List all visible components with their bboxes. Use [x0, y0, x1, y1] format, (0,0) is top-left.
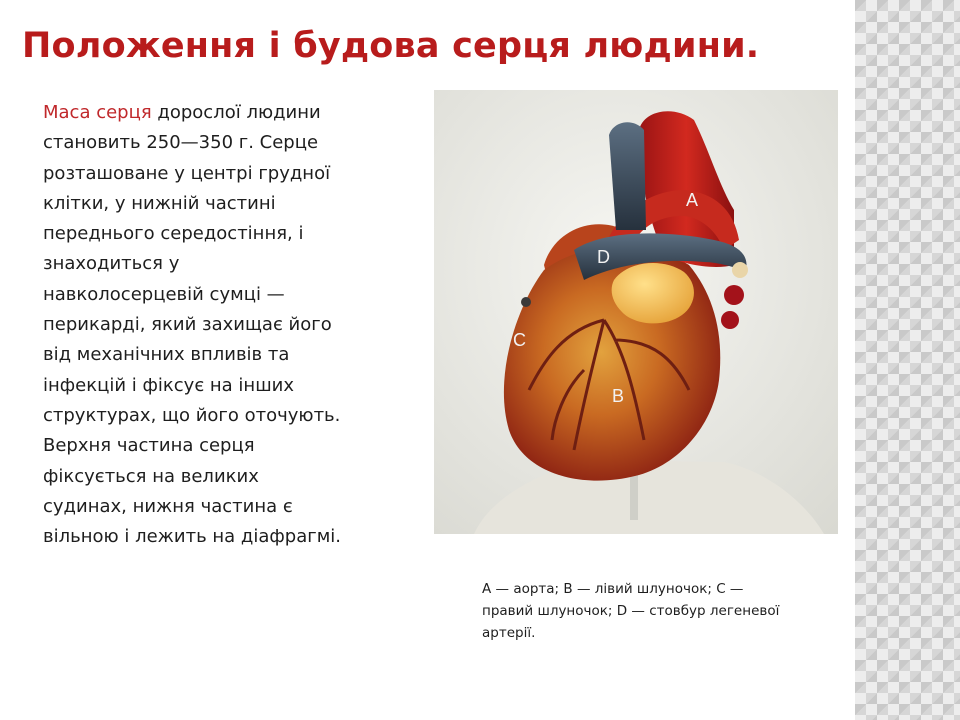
body-paragraph: дорослої людини становить 250—350 г. Серце розташоване у центрі грудної клітки, у нижній частині переднього середостіння, і знаходиться у навколосерцевій сумці — перикарді, який захищає його від механічних впливів та інфекцій і фіксує на інших структурах, що його оточують. Верхня частина серця фіксується на великих судинах, нижня частина є вільною і лежить на діафрагмі. [43, 102, 342, 548]
label-b: B [612, 386, 625, 406]
figure-caption: А — аорта; В — лівий шлуночок; С — правий шлуночок; D — стовбур легеневої артерії. [482, 581, 780, 641]
slide-title: Положення і будова серця людини. [22, 26, 760, 66]
label-c: C [513, 330, 526, 350]
heart-figure [434, 90, 838, 534]
decorative-pattern-strip [855, 0, 960, 720]
label-a: A [686, 190, 699, 210]
model-pin [521, 297, 531, 307]
vessel-opening [732, 262, 748, 278]
label-d: D [597, 247, 610, 267]
body-accent: Маса серця [43, 102, 152, 123]
vessel-opening [721, 311, 739, 329]
vessel-opening [724, 285, 744, 305]
body-text [43, 98, 343, 552]
